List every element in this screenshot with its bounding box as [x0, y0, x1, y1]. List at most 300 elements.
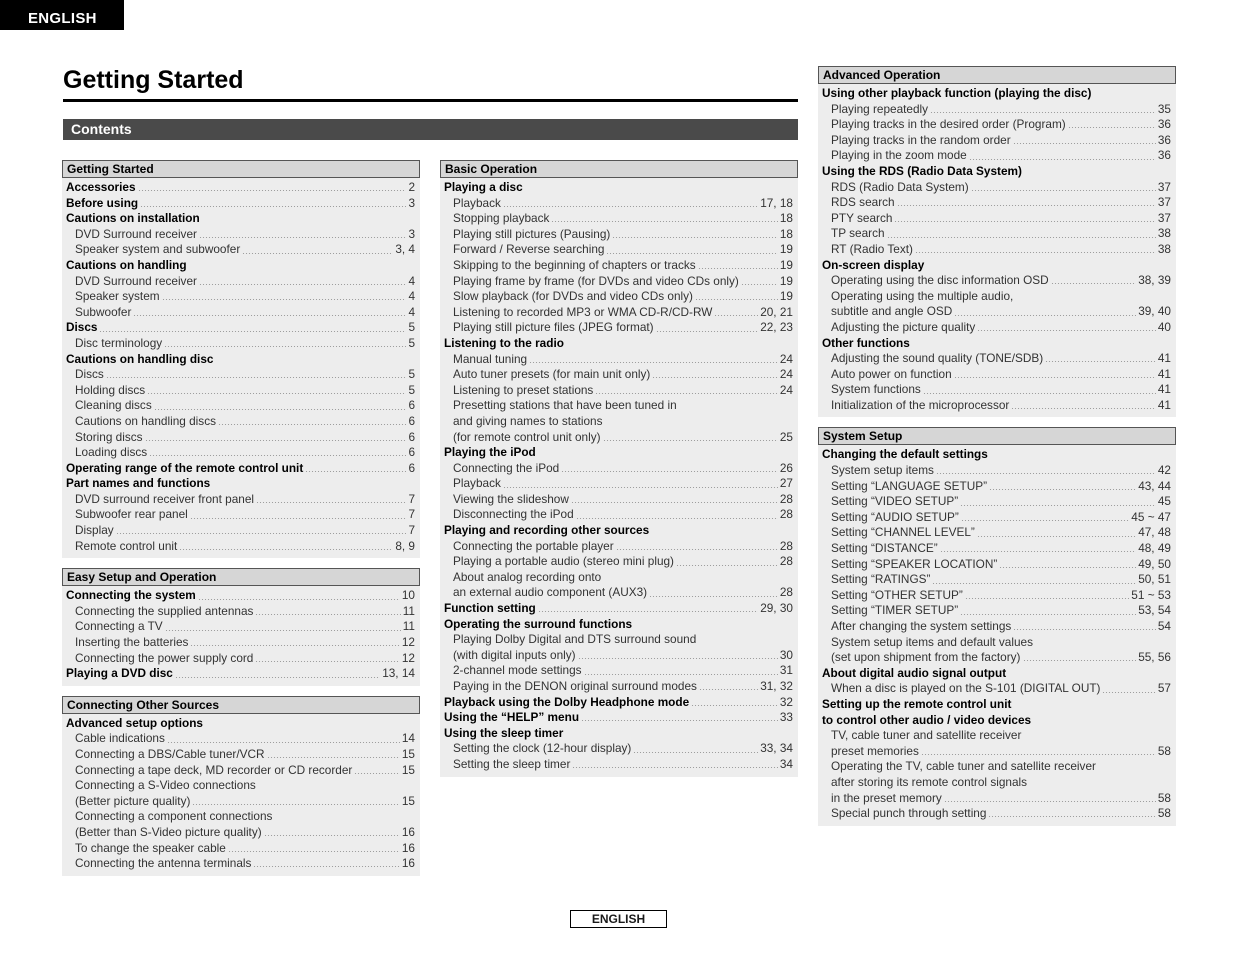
toc-topic — [62, 476, 420, 492]
dot-leader — [192, 804, 399, 805]
toc-page-number: 28 — [779, 554, 793, 569]
toc-subtopic — [818, 102, 1176, 118]
toc-page-number: 41 — [1157, 382, 1171, 397]
toc-subtopic — [440, 663, 798, 679]
toc-subtopic — [62, 367, 420, 383]
toc-subtopic — [440, 570, 798, 586]
toc-page-number: 28 — [779, 507, 793, 522]
toc-entry-label: Setting up the remote control unit — [822, 696, 1012, 711]
toc-entry-label: Connecting a S-Video connections — [75, 778, 256, 793]
toc-entry-label: Using the “HELP” menu — [444, 710, 580, 725]
dot-leader — [944, 801, 1156, 802]
toc-entry-label: Speaker system — [75, 289, 160, 304]
toc-page-number: 34 — [779, 756, 793, 771]
toc-topic — [440, 695, 798, 711]
toc-page-number: 25 — [779, 429, 793, 444]
toc-entry-label: Using the sleep timer — [444, 725, 564, 740]
toc-page-number: 30 — [779, 647, 793, 662]
dot-leader — [954, 377, 1156, 378]
toc-page-number: 24 — [779, 367, 793, 382]
toc-column-3 — [818, 66, 1176, 836]
toc-subtopic — [440, 211, 798, 227]
toc-entry-label: DVD Surround receiver — [75, 226, 197, 241]
toc-subtopic — [818, 226, 1176, 242]
dot-leader — [1023, 660, 1137, 661]
toc-subtopic — [818, 351, 1176, 367]
toc-subtopic — [62, 430, 420, 446]
toc-entry-label: Listening to preset stations — [453, 382, 594, 397]
section-header: Easy Setup and Operation — [62, 568, 420, 586]
dot-leader — [255, 661, 400, 662]
toc-page-number: 15 — [401, 762, 415, 777]
dot-leader — [887, 237, 1156, 238]
toc-entry-label: Operating range of the remote control unit — [66, 460, 304, 475]
toc-page-number: 37 — [1157, 179, 1171, 194]
toc-column-1 — [62, 160, 420, 886]
dot-leader — [584, 674, 778, 675]
dot-leader — [305, 471, 406, 472]
dot-leader — [578, 658, 778, 659]
toc-subtopic — [818, 759, 1176, 775]
toc-page-number: 39, 40 — [1138, 304, 1171, 319]
toc-page-number: 50, 51 — [1138, 572, 1171, 587]
toc-page-number: 36 — [1157, 132, 1171, 147]
toc-entry-label: Setting the sleep timer — [453, 756, 571, 771]
toc-entry-label: Playing a DVD disc — [66, 666, 173, 681]
toc-entry-label: Setting “OTHER SETUP” — [831, 587, 963, 602]
toc-subtopic — [818, 603, 1176, 619]
toc-entry-label: Using other playback function (playing the disc) — [822, 86, 1092, 100]
toc-subtopic — [818, 791, 1176, 807]
toc-topic — [62, 320, 420, 336]
dot-leader — [179, 549, 393, 550]
toc-subtopic — [62, 539, 420, 555]
toc-page-number: 4 — [408, 289, 415, 304]
toc-subtopic — [440, 476, 798, 492]
toc-entry-label: DVD surround receiver front panel — [75, 491, 255, 506]
dot-leader — [695, 299, 778, 300]
toc-entry-label: Function setting — [444, 601, 536, 616]
toc-subtopic — [62, 336, 420, 352]
dot-leader — [116, 533, 407, 534]
toc-entry-label: Skipping to the beginning of chapters or tracks — [453, 257, 696, 272]
toc-subtopic — [818, 588, 1176, 604]
language-tab: ENGLISH — [0, 0, 124, 30]
toc-entry-label: Cautions on installation — [66, 211, 200, 226]
toc-entry-label: Cable indications — [75, 731, 165, 746]
section-header: Advanced Operation — [818, 66, 1176, 84]
dot-leader — [969, 159, 1156, 160]
toc-entry-label: Subwoofer rear panel — [75, 507, 188, 522]
toc-subtopic — [440, 242, 798, 258]
toc-subtopic — [62, 794, 420, 810]
toc-subtopic — [62, 731, 420, 747]
toc-entry-label: Connecting the portable player — [453, 538, 614, 553]
toc-page-number: 5 — [408, 367, 415, 382]
toc-entry-label: to control other audio / video devices — [822, 712, 1032, 727]
dot-leader — [1011, 408, 1156, 409]
toc-subtopic — [62, 604, 420, 620]
toc-page-number: 19 — [779, 242, 793, 257]
dot-leader — [652, 377, 778, 378]
toc-page-number: 41 — [1157, 397, 1171, 412]
toc-entry-list — [62, 178, 420, 554]
toc-topic — [818, 447, 1176, 463]
dot-leader — [354, 773, 400, 774]
toc-page-number: 28 — [779, 491, 793, 506]
dot-leader — [1013, 629, 1156, 630]
dot-leader — [571, 502, 778, 503]
dot-leader — [633, 752, 758, 753]
toc-entry-label: When a disc is played on the S-101 (DIGITAL OUT) — [831, 681, 1101, 696]
toc-page-number: 18 — [779, 226, 793, 241]
toc-entry-label: (with digital inputs only) — [453, 647, 576, 662]
toc-entry-label: Connecting a DBS/Cable tuner/VCR — [75, 747, 265, 761]
toc-entry-label: Connecting the iPod — [453, 460, 560, 475]
toc-subtopic — [440, 227, 798, 243]
toc-topic — [818, 86, 1176, 102]
toc-page-number: 6 — [408, 429, 415, 444]
toc-subtopic — [440, 430, 798, 446]
toc-subtopic — [440, 757, 798, 773]
toc-page-number: 19 — [779, 289, 793, 304]
footer-language-label: ENGLISH — [570, 910, 667, 928]
toc-entry-label: Advanced setup options — [66, 715, 203, 730]
dot-leader — [264, 835, 400, 836]
dot-leader — [897, 205, 1156, 206]
dot-leader — [894, 221, 1155, 222]
toc-subtopic — [818, 148, 1176, 164]
toc-subtopic — [62, 305, 420, 321]
toc-entry-label: (for remote control unit only) — [453, 429, 601, 444]
dot-leader — [930, 112, 1156, 113]
toc-entry-label: System setup items and default values — [831, 634, 1033, 649]
dot-leader — [529, 362, 778, 363]
toc-entry-label: Playback — [453, 195, 501, 210]
toc-subtopic — [440, 367, 798, 383]
toc-subtopic — [440, 648, 798, 664]
dot-leader — [140, 206, 406, 207]
toc-subtopic — [818, 619, 1176, 635]
section-header: Getting Started — [62, 160, 420, 178]
toc-entry-label: Playback using the Dolby Headphone mode — [444, 694, 690, 709]
toc-section — [62, 568, 420, 686]
toc-entry-label: Connecting a TV — [75, 619, 163, 634]
dot-leader — [936, 473, 1156, 474]
toc-page-number: 5 — [408, 335, 415, 350]
toc-entry-label: after storing its remote control signals — [831, 774, 1028, 789]
toc-entry-label: Discs — [75, 367, 104, 382]
toc-page-number: 6 — [408, 398, 415, 413]
dot-leader — [1102, 692, 1155, 693]
toc-entry-label: TP search — [831, 226, 885, 241]
toc-subtopic — [440, 258, 798, 274]
toc-section — [62, 696, 420, 876]
dot-leader — [198, 599, 400, 600]
dot-leader — [561, 471, 778, 472]
toc-entry-label: After changing the system settings — [831, 619, 1012, 633]
toc-entry-label: Playing in the zoom mode — [831, 148, 967, 163]
toc-page-number: 47, 48 — [1138, 525, 1171, 540]
toc-topic — [440, 617, 798, 633]
toc-entry-label: Viewing the slideshow — [453, 491, 569, 506]
dot-leader — [932, 583, 1136, 584]
toc-page-number: 32 — [779, 694, 793, 709]
toc-subtopic — [62, 651, 420, 667]
toc-entry-list — [62, 586, 420, 682]
toc-page-number: 41 — [1157, 351, 1171, 366]
toc-entry-label: Cautions on handling discs — [75, 413, 216, 428]
toc-page-number: 31 — [779, 663, 793, 678]
toc-subtopic — [62, 841, 420, 857]
dot-leader — [99, 331, 406, 332]
toc-page-number: 41 — [1157, 366, 1171, 381]
dot-leader — [106, 377, 407, 378]
toc-subtopic — [818, 510, 1176, 526]
toc-subtopic — [62, 445, 420, 461]
toc-topic — [440, 180, 798, 196]
toc-entry-label: Listening to the radio — [444, 335, 564, 350]
toc-subtopic — [62, 242, 420, 258]
dot-leader — [190, 645, 399, 646]
toc-entry-label: Forward / Reverse searching — [453, 242, 605, 257]
toc-entry-label: in the preset memory — [831, 790, 942, 805]
toc-topic — [440, 445, 798, 461]
toc-topic — [440, 601, 798, 617]
toc-subtopic — [440, 507, 798, 523]
dot-leader — [699, 689, 758, 690]
dot-leader — [199, 284, 406, 285]
toc-page-number: 51 ~ 53 — [1131, 587, 1171, 602]
toc-subtopic — [818, 367, 1176, 383]
toc-subtopic — [62, 856, 420, 872]
toc-entry-label: Playing a portable audio (stereo mini plug) — [453, 554, 674, 569]
toc-page-number: 57 — [1157, 681, 1171, 696]
toc-entry-label: Playing and recording other sources — [444, 523, 650, 538]
toc-topic — [818, 336, 1176, 352]
toc-page-number: 7 — [408, 523, 415, 538]
toc-entry-label: an external audio component (AUX3) — [453, 585, 648, 600]
dot-leader — [606, 253, 777, 254]
toc-topic — [62, 196, 420, 212]
dot-leader — [603, 440, 778, 441]
toc-page-number: 14 — [401, 731, 415, 746]
toc-page-number: 16 — [401, 840, 415, 855]
dot-leader — [977, 536, 1136, 537]
toc-entry-label: RT (Radio Text) — [831, 241, 913, 256]
toc-entry-label: Manual tuning — [453, 351, 528, 366]
toc-page-number: 37 — [1157, 195, 1171, 210]
dot-leader — [154, 409, 407, 410]
toc-subtopic — [440, 289, 798, 305]
toc-entry-label: Playing tracks in the desired order (Program) — [831, 117, 1066, 132]
toc-page-number: 37 — [1157, 210, 1171, 225]
section-header: Connecting Other Sources — [62, 696, 420, 714]
toc-entry-label: Playing tracks in the random order — [831, 132, 1011, 147]
toc-page-number: 15 — [401, 747, 415, 761]
toc-entry-label: TV, cable tuner and satellite receiver — [831, 728, 1022, 743]
toc-topic — [62, 211, 420, 227]
toc-entry-label: Operating the TV, cable tuner and satellite receiver — [831, 759, 1096, 774]
toc-subtopic — [62, 747, 420, 763]
toc-entry-list — [440, 178, 798, 773]
toc-entry-label: (Better picture quality) — [75, 793, 191, 808]
toc-page-number: 58 — [1157, 806, 1171, 821]
toc-entry-list — [818, 445, 1176, 821]
page-title: Getting Started — [63, 66, 244, 94]
toc-entry-label: Playing frame by frame (for DVDs and video CDs only) — [453, 273, 739, 288]
toc-entry-label: About digital audio signal output — [822, 665, 1007, 680]
toc-subtopic — [818, 211, 1176, 227]
toc-entry-label: Discs — [66, 320, 98, 335]
dot-leader — [138, 190, 407, 191]
toc-subtopic — [62, 289, 420, 305]
toc-page-number: 3 — [408, 195, 415, 210]
toc-entry-list — [818, 84, 1176, 413]
toc-subtopic — [62, 523, 420, 539]
toc-subtopic — [62, 492, 420, 508]
toc-entry-label: Playing still picture files (JPEG format) — [453, 320, 654, 335]
toc-entry-label: Part names and functions — [66, 476, 211, 491]
contents-heading: Contents — [63, 119, 798, 140]
dot-leader — [576, 518, 778, 519]
toc-page-number: 49, 50 — [1138, 556, 1171, 571]
toc-page-number: 22, 23 — [760, 320, 793, 335]
toc-entry-label: Connecting the antenna terminals — [75, 856, 252, 871]
toc-subtopic — [62, 809, 420, 825]
toc-subtopic — [62, 414, 420, 430]
dot-leader — [551, 221, 777, 222]
toc-entry-label: Adjusting the sound quality (TONE/SDB) — [831, 351, 1044, 366]
toc-entry-label: PTY search — [831, 210, 893, 225]
dot-leader — [999, 567, 1136, 568]
toc-section — [440, 160, 798, 777]
dot-leader — [149, 455, 406, 456]
dot-leader — [960, 505, 1156, 506]
toc-subtopic — [818, 479, 1176, 495]
toc-entry-label: Setting “DISTANCE” — [831, 541, 938, 556]
dot-leader — [175, 677, 380, 678]
dot-leader — [612, 237, 778, 238]
toc-page-number: 10 — [401, 588, 415, 603]
toc-entry-label: Listening to recorded MP3 or WMA CD-R/CD-RW — [453, 304, 713, 319]
section-header: Basic Operation — [440, 160, 798, 178]
toc-entry-label: Connecting a component connections — [75, 809, 273, 824]
dot-leader — [616, 549, 778, 550]
toc-subtopic — [818, 494, 1176, 510]
toc-page-number: 40 — [1157, 319, 1171, 334]
toc-page-number: 58 — [1157, 743, 1171, 758]
toc-subtopic — [440, 305, 798, 321]
dot-leader — [954, 315, 1136, 316]
toc-entry-label: RDS search — [831, 195, 895, 210]
toc-entry-label: Playing the iPod — [444, 445, 536, 460]
toc-page-number: 3 — [408, 226, 415, 241]
toc-topic — [62, 352, 420, 368]
toc-topic — [62, 258, 420, 274]
toc-subtopic — [818, 775, 1176, 791]
toc-subtopic — [818, 744, 1176, 760]
toc-topic — [62, 716, 420, 732]
toc-page-number: 35 — [1157, 101, 1171, 116]
toc-entry-label: Setting “TIMER SETUP” — [831, 603, 959, 618]
dot-leader — [503, 487, 778, 488]
toc-subtopic — [440, 539, 798, 555]
toc-entry-label: Disc terminology — [75, 335, 163, 350]
toc-entry-label: Other functions — [822, 335, 910, 350]
toc-entry-label: Remote control unit — [75, 538, 178, 553]
dot-leader — [572, 767, 777, 768]
toc-page-number: 6 — [408, 460, 415, 475]
toc-page-number: 29, 30 — [760, 601, 793, 616]
toc-subtopic — [818, 133, 1176, 149]
toc-subtopic — [818, 635, 1176, 651]
dot-leader — [165, 630, 401, 631]
toc-subtopic — [440, 679, 798, 695]
toc-subtopic — [62, 398, 420, 414]
toc-section — [818, 66, 1176, 417]
toc-entry-label: Changing the default settings — [822, 447, 988, 462]
dot-leader — [581, 720, 778, 721]
toc-entry-label: Playing a disc — [444, 180, 523, 194]
toc-entry-label: Display — [75, 523, 114, 538]
toc-page-number: 31, 32 — [760, 679, 793, 693]
dot-leader — [147, 393, 406, 394]
toc-subtopic — [440, 320, 798, 336]
toc-subtopic — [440, 585, 798, 601]
toc-entry-label: Setting “VIDEO SETUP” — [831, 494, 959, 509]
toc-page-number: 33, 34 — [760, 741, 793, 756]
toc-subtopic — [62, 507, 420, 523]
toc-subtopic — [818, 289, 1176, 305]
toc-entry-label: Cautions on handling — [66, 257, 187, 272]
toc-subtopic — [818, 180, 1176, 196]
dot-leader — [676, 565, 778, 566]
toc-entry-label: Playback — [453, 476, 501, 491]
toc-page-number: 48, 49 — [1138, 541, 1171, 556]
toc-page-number: 7 — [408, 491, 415, 506]
toc-entry-label: (Better than S-Video picture quality) — [75, 824, 262, 839]
toc-page-number: 36 — [1157, 148, 1171, 163]
toc-subtopic — [818, 304, 1176, 320]
toc-entry-label: Before using — [66, 195, 139, 210]
toc-entry-label: DVD Surround receiver — [75, 273, 197, 288]
toc-page-number: 11 — [402, 603, 415, 618]
toc-entry-label: System setup items — [831, 463, 934, 478]
dot-leader — [971, 190, 1156, 191]
toc-subtopic — [62, 763, 420, 779]
toc-subtopic — [818, 806, 1176, 822]
dot-leader — [1051, 283, 1136, 284]
toc-page-number: 26 — [779, 460, 793, 475]
dot-leader — [714, 315, 758, 316]
dot-leader — [965, 598, 1130, 599]
toc-subtopic — [440, 632, 798, 648]
dot-leader — [921, 754, 1156, 755]
toc-page-number: 15 — [401, 793, 415, 808]
dot-leader — [267, 757, 400, 758]
toc-subtopic — [440, 196, 798, 212]
toc-page-number: 54 — [1157, 619, 1171, 633]
toc-topic — [440, 336, 798, 352]
toc-subtopic — [440, 492, 798, 508]
toc-page-number: 28 — [779, 585, 793, 600]
toc-topic — [440, 523, 798, 539]
toc-entry-label: Storing discs — [75, 429, 143, 444]
toc-subtopic — [440, 461, 798, 477]
dot-leader — [595, 393, 778, 394]
toc-section — [62, 160, 420, 558]
